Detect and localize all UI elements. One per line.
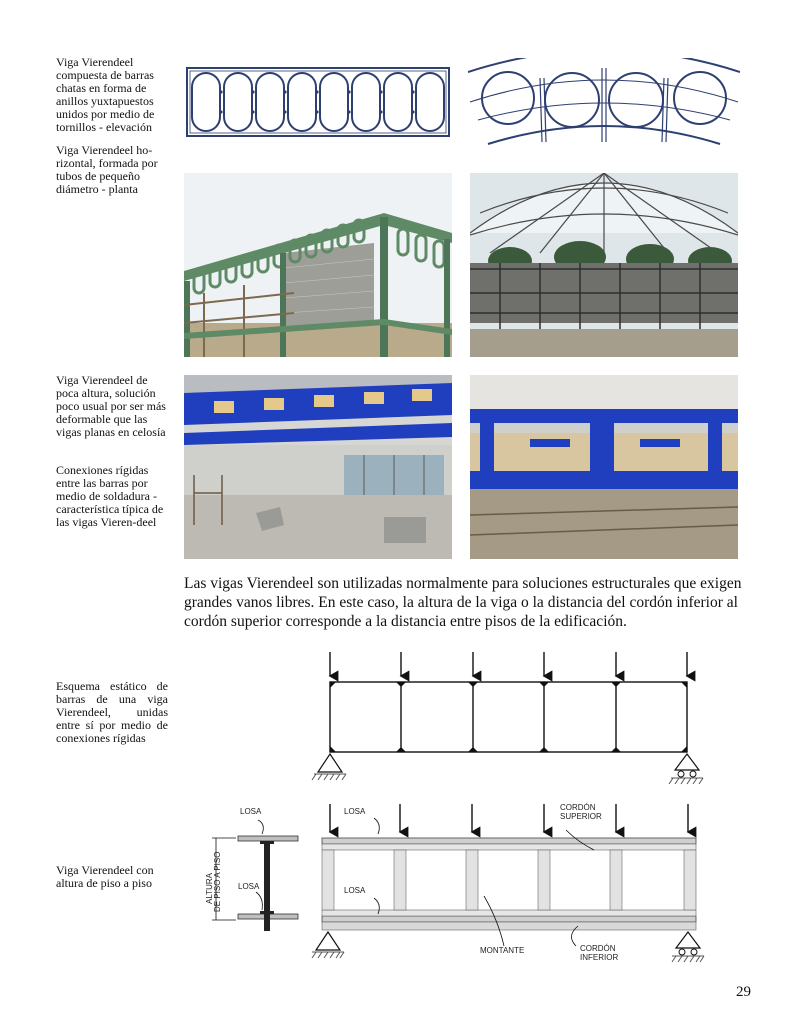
caption-ring-beam: Viga Vierendeel compuesta de barras chatas en forma de anillos yuxtapuestos unidos por medio de tornillos - elevación [56, 55, 155, 134]
label-altura-1: ALTURA [205, 873, 214, 904]
diagram-floor-to-floor-beam [308, 800, 720, 968]
label-losa-elev-bottom: LOSA [344, 886, 366, 895]
diagram-static-scheme [300, 648, 720, 790]
label-cordon-superior-2: SUPERIOR [560, 812, 602, 821]
photo-green-frame-building [184, 173, 452, 357]
label-losa-top: LOSA [240, 807, 262, 816]
caption-low-beam: Viga Vierendeel de poca altura, solución poco usual por ser más deformable que las vigas planas en celosía [56, 373, 166, 439]
sketch-curved-tube-plan [468, 58, 740, 148]
label-cordon-superior-1: CORDÓN [560, 803, 596, 812]
caption-floor-to-floor: Viga Vierendeel con altura de piso a piso [56, 863, 154, 890]
label-cordon-inferior-2: INFERIOR [580, 953, 619, 962]
caption-tube-beam: Viga Vierendeel ho-rizontal, formada por tubos de pequeño diámetro - planta [56, 143, 158, 196]
page-number: 29 [736, 984, 751, 1000]
photo-steel-dome-atrium [470, 173, 738, 357]
photo-blue-welded-connections [470, 375, 738, 559]
label-altura-2: DE PISO A PISO [213, 851, 222, 912]
caption-static-scheme: Esquema estático de barras de una viga Vierendeel, unidas entre sí por medio de conexiones rígidas [56, 679, 168, 745]
label-losa-bottom: LOSA [238, 882, 260, 891]
label-cordon-inferior-1: CORDÓN [580, 944, 616, 953]
body-paragraph: Las vigas Vierendeel son utilizadas normalmente para soluciones estructurales que exigen grandes vanos libres. En este caso, la altura de la viga o la distancia del cordón inferior al cordón superior corresponde a la distancia entre pisos de la edificación. [184, 575, 742, 630]
diagram-floor-section [196, 800, 308, 950]
caption-rigid-connections: Conexiones rígidas entre las barras por medio de soldadura -característica típica de las vigas Vieren-deel [56, 463, 164, 529]
label-montante: MONTANTE [480, 946, 525, 955]
label-losa-elev-top: LOSA [344, 807, 366, 816]
sketch-ring-elevation [184, 62, 452, 142]
photo-blue-low-beam-interior [184, 375, 452, 559]
